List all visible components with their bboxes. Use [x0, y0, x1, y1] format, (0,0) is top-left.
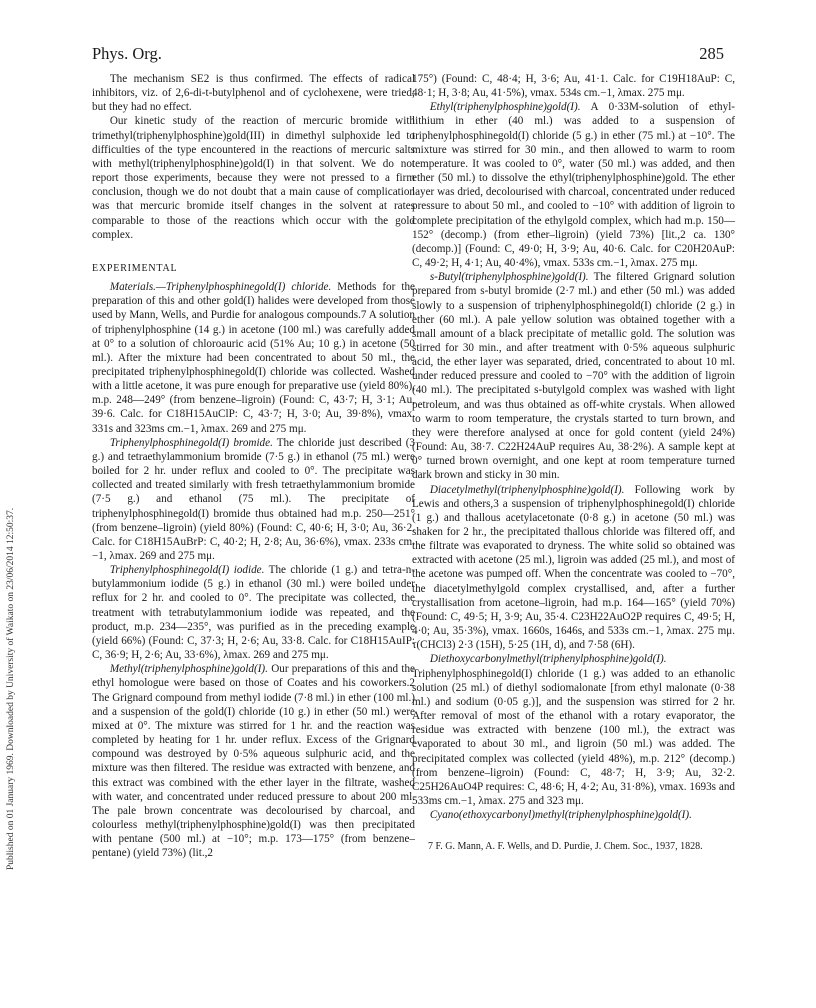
sbutyl-gold-title: s-Butyl(triphenylphosphine)gold(I). — [429, 271, 589, 284]
bromide-text: The chloride just described (3 g.) and tetraethylammonium bromide (7·5 g.) in ethanol (75 ml.) were boiled for 2 hr. under reflux and cooled to 0°. The precipitate was collected and treated similarly with fresh tetraethylammonium bromide (7·5 g.) and ethanol (75 ml.). The precipitate of triphenylphosphinegold(I) bromide thus obtained had m.p. 250—251° (from benzene–ligroin) (yield 80%) (Found: C, 40·6; H, 3·0; Au, 36·2. Calc. for C18H15AuBrP: C, 40·2; H, 2·8; Au, 36·6%), νmax. 233s cm.−1, λmax. 269 and 275 mμ. — [92, 436, 415, 562]
intro-paragraph-2: Our kinetic study of the reaction of mercuric bromide with trimethyl(triphenylphosphine)gold(III) in dimethyl sulphoxide led to difficulties of the type encountered in the reactions of mercuric salts with methyl(triphenylphosphine)gold(I) in that solvent. We do not report those experiments, because they were not pressed to a firm conclusion, though we do not doubt that a main cause of complication was that mercuric bromide itself changes in the solvent at rates comparable to those of the reactions which occur with the gold complex. — [92, 115, 415, 241]
bromide-title: Triphenylphosphinegold(I) bromide. — [109, 436, 273, 449]
iodide-title: Triphenylphosphinegold(I) iodide. — [109, 564, 265, 577]
left-column — [92, 72, 415, 860]
ethyl-gold-text: A 0·33M-solution of ethyl-lithium in ether (40 ml.) was added to a suspension of triphenylphosphinegold(I) chloride (5 g.) in ether (75 ml.) at −10°. The mixture was stirred for 30 min., and then allowed to warm to room temperature. It was cooled to 0°, water (50 ml.) was added, and then ether (50 ml.) to dissolve the ethyl(triphenylphosphine)gold. The ether layer was dried, decolourised with charcoal, concentrated under reduced pressure to about 50 ml., and cooled to −10° with addition of ligroin to complete precipitation of the ethylgold complex, which had m.p. 150—152° (decomp.) (from ether–ligroin) (yield 73%) [lit.,2 ca. 130° (decomp.)] (Found: C, 49·0; H, 3·9; Au, 40·6. Calc. for C20H20AuP: C, 49·2; H, 4·1; Au, 40·4%), νmax. 533s cm.−1, λmax. 275 mμ. — [412, 101, 736, 270]
diacetylmethyl-gold-paragraph — [412, 483, 735, 653]
bromide-paragraph — [92, 436, 415, 563]
materials-text: Methods for the preparation of this and other gold(I) halides were developed from those used by Mann, Wells, and Purdie for analogous compounds.7 A solution of triphenylphosphine (14 g.) in acetone (100 ml.) was carefully added at 0° to a solution of chloroauric acid (51% Au; 10 g.) in acetone (50 ml.). After the mixture had been concentrated to about 50 ml., the precipitated triphenylphosphinegold(I) chloride was collected. Washed with a little acetone, it was pure enough for preparative use (yield 80%), m.p. 248—249° (from benzene–ligroin) (Found: C, 43·7; H, 3·1; Au, 39·6. Calc. for C18H15AuClP: C, 43·7; H, 3·0; Au, 39·8%), νmax. 331s and 323ms cm.−1, λmax. 269 and 275 mμ. — [92, 281, 415, 435]
journal-running-head: Phys. Org. — [92, 44, 162, 63]
ethyl-gold-title: Ethyl(triphenylphosphine)gold(I). — [429, 101, 581, 114]
page-number: 285 — [699, 44, 724, 63]
iodide-paragraph — [92, 563, 415, 662]
diethoxycarbonylmethyl-gold-title: Diethoxycarbonylmethyl(triphenylphosphine)gold(I). — [429, 653, 667, 666]
iodide-text: The chloride (1 g.) and tetra-n-butylammonium iodide (5 g.) in ethanol (30 ml.) were boiled under reflux for 2 hr. and cooled to 0°. The precipitate was collected, the treatment with tetrabutylammonium iodide was repeated, and the product, m.p. 234—235°, was purified as in the preceding example (yield 66%) (Found: C, 37·3; H, 2·6; Au, 33·8. Calc. for C18H15AuIP: C, 36·9; H, 2·6; Au, 33·6%), λmax. 269 and 275 mμ. — [92, 564, 415, 662]
ethyl-gold-paragraph — [412, 100, 735, 270]
diacetylmethyl-gold-title: Diacetylmethyl(triphenylphosphine)gold(I). — [429, 483, 625, 496]
sbutyl-gold-text: The filtered Grignard solution prepared from s-butyl bromide (2·7 ml.) and ether (50 ml.) was added slowly to a suspension of triphenylphosphinegold(I) chloride (2 g.) in ether (60 ml.). A pale yellow solution was obtained together with a small amount of a black precipitate of metallic gold. The solution was stirred for 30 min., and after treatment with 0·5% aqueous sulphuric acid, the ether layer was separated, dried, concentrated to about 10 ml. under reduced pressure and cooled to −70° with the addition of ligroin (40 ml.). The precipitated s-butylgold complex was washed with light petroleum, and was thus obtained as off-white crystals. When allowed to warm to room temperature, the crystals started to turn brown, and they were therefore analysed at once for gold content (yield 24%) (Found: Au, 38·7. C22H24AuP requires Au, 38·2%). A sample kept at 0° turned brown overnight, and one kept at room temperature turned dark brown and sticky in 30 min. — [412, 271, 735, 482]
methyl-gold-title: Methyl(triphenylphosphine)gold(I). — [109, 663, 268, 676]
right-column — [412, 72, 735, 853]
sbutyl-gold-paragraph — [412, 270, 735, 482]
cyano-gold-paragraph — [412, 808, 735, 822]
diethoxycarbonylmethyl-gold-text: Triphenylphosphinegold(I) chloride (1 g.) was added to an ethanolic solution (25 ml.) of diethyl sodiomalonate [from ethyl malonate (0·38 ml.) and sodium (0·05 g.)], and the suspension was stirred for 2 hr. After removal of most of the ethanol with a rotary evaporator, the residue was extracted with benzene (100 ml.), the extract was evaporated to about 30 ml., and ligroin (50 ml.) was added. The precipitated complex was collected (yield 48%), m.p. 212° (decomp.) (from benzene–ligroin) (Found: C, 48·7; H, 3·9; Au, 32·2. C25H26AuO4P requires: C, 48·6; H, 4·2; Au, 31·8%), νmax. 1693s and 533ms cm.−1, λmax. 275 and 323 mμ. — [412, 667, 735, 807]
footnote: 7 F. G. Mann, A. F. Wells, and D. Purdie, J. Chem. Soc., 1937, 1828. — [428, 841, 703, 853]
diacetylmethyl-gold-text: Following work by Lewis and others,3 a suspension of triphenylphosphinegold(I) chloride (1 g.) and thallous acetylacetonate (0·8 g.) in acetone (50 ml.) was shaken for 2 hr., the precipitated thallous chloride was filtered off, and the filtrate was evaporated to dryness. The white solid so obtained was extracted with acetone (25 ml.), ligroin was added (25 ml.), and most of the acetone was pumped off. When the concentrate was cooled to −70°, the diacetylmethylgold complex crystallised, and, after a further crystallisation from acetone–ligroin, had m.p. 164—165° (yield 70%) (Found: C, 49·5; H, 3·9; Au, 35·4. C23H22AuO2P requires C, 49·5; H, 4·0; Au, 35·3%), νmax. 1660s, 1646s, and 533s cm.−1, λmax. 275 mμ. τ(CHCl3) 2·3 (15H), 5·25 (1H, d), and 7·58 (6H). — [412, 483, 735, 652]
diethoxycarbonylmethyl-gold-paragraph — [412, 652, 735, 808]
materials-paragraph — [92, 280, 415, 436]
experimental-heading: EXPERIMENTAL — [92, 262, 178, 274]
download-watermark — [4, 170, 18, 870]
materials-title: Materials.—Triphenylphosphinegold(I) chloride. — [109, 281, 332, 294]
continued-paragraph: 175°) (Found: C, 48·4; H, 3·6; Au, 41·1. Calc. for C19H18AuP: C, 48·1; H, 3·8; Au, 41·5%), νmax. 534s cm.−1, λmax. 275 mμ. — [412, 73, 735, 100]
download-watermark-text: Published on 01 January 1969. Downloaded by University of Waikato on 23/06/2014 12:50:37. — [6, 507, 16, 870]
methyl-gold-paragraph — [92, 662, 415, 860]
intro-paragraph-1: The mechanism SE2 is thus confirmed. The effects of radical inhibitors, viz. of 2,6-di-t-butylphenol and of cyclohexene, were tried; but they had no effect. — [92, 73, 415, 114]
cyano-gold-title: Cyano(ethoxycarbonyl)methyl(triphenylphosphine)gold(I). — [429, 809, 692, 822]
methyl-gold-text: Our preparations of this and the ethyl homologue were based on those of Coates and his coworkers.2 The Grignard compound from methyl iodide (7·8 ml.) in ether (100 ml.) and a suspension of the gold(I) chloride (10 g.) in ether (50 ml.) were mixed at 0°. The mixture was stirred for 1 hr. and the reaction was completed by heating for 1 hr. under reflux. Excess of the Grignard compound was destroyed by 0·5% aqueous sulphuric acid, and the mixture was then filtered. The residue was extracted with benzene, and this extract was combined with the ether layer in the filtrate, washed with water, and concentrated under reduced pressure to about 200 ml. The pale brown concentrate was decolourised by charcoal, and colourless methyl(triphenylphosphine)gold(I) was then precipitated with pentane (500 ml.) at −10°; m.p. 173—175° (from benzene–pentane) (yield 73%) (lit.,2 — [92, 663, 415, 860]
